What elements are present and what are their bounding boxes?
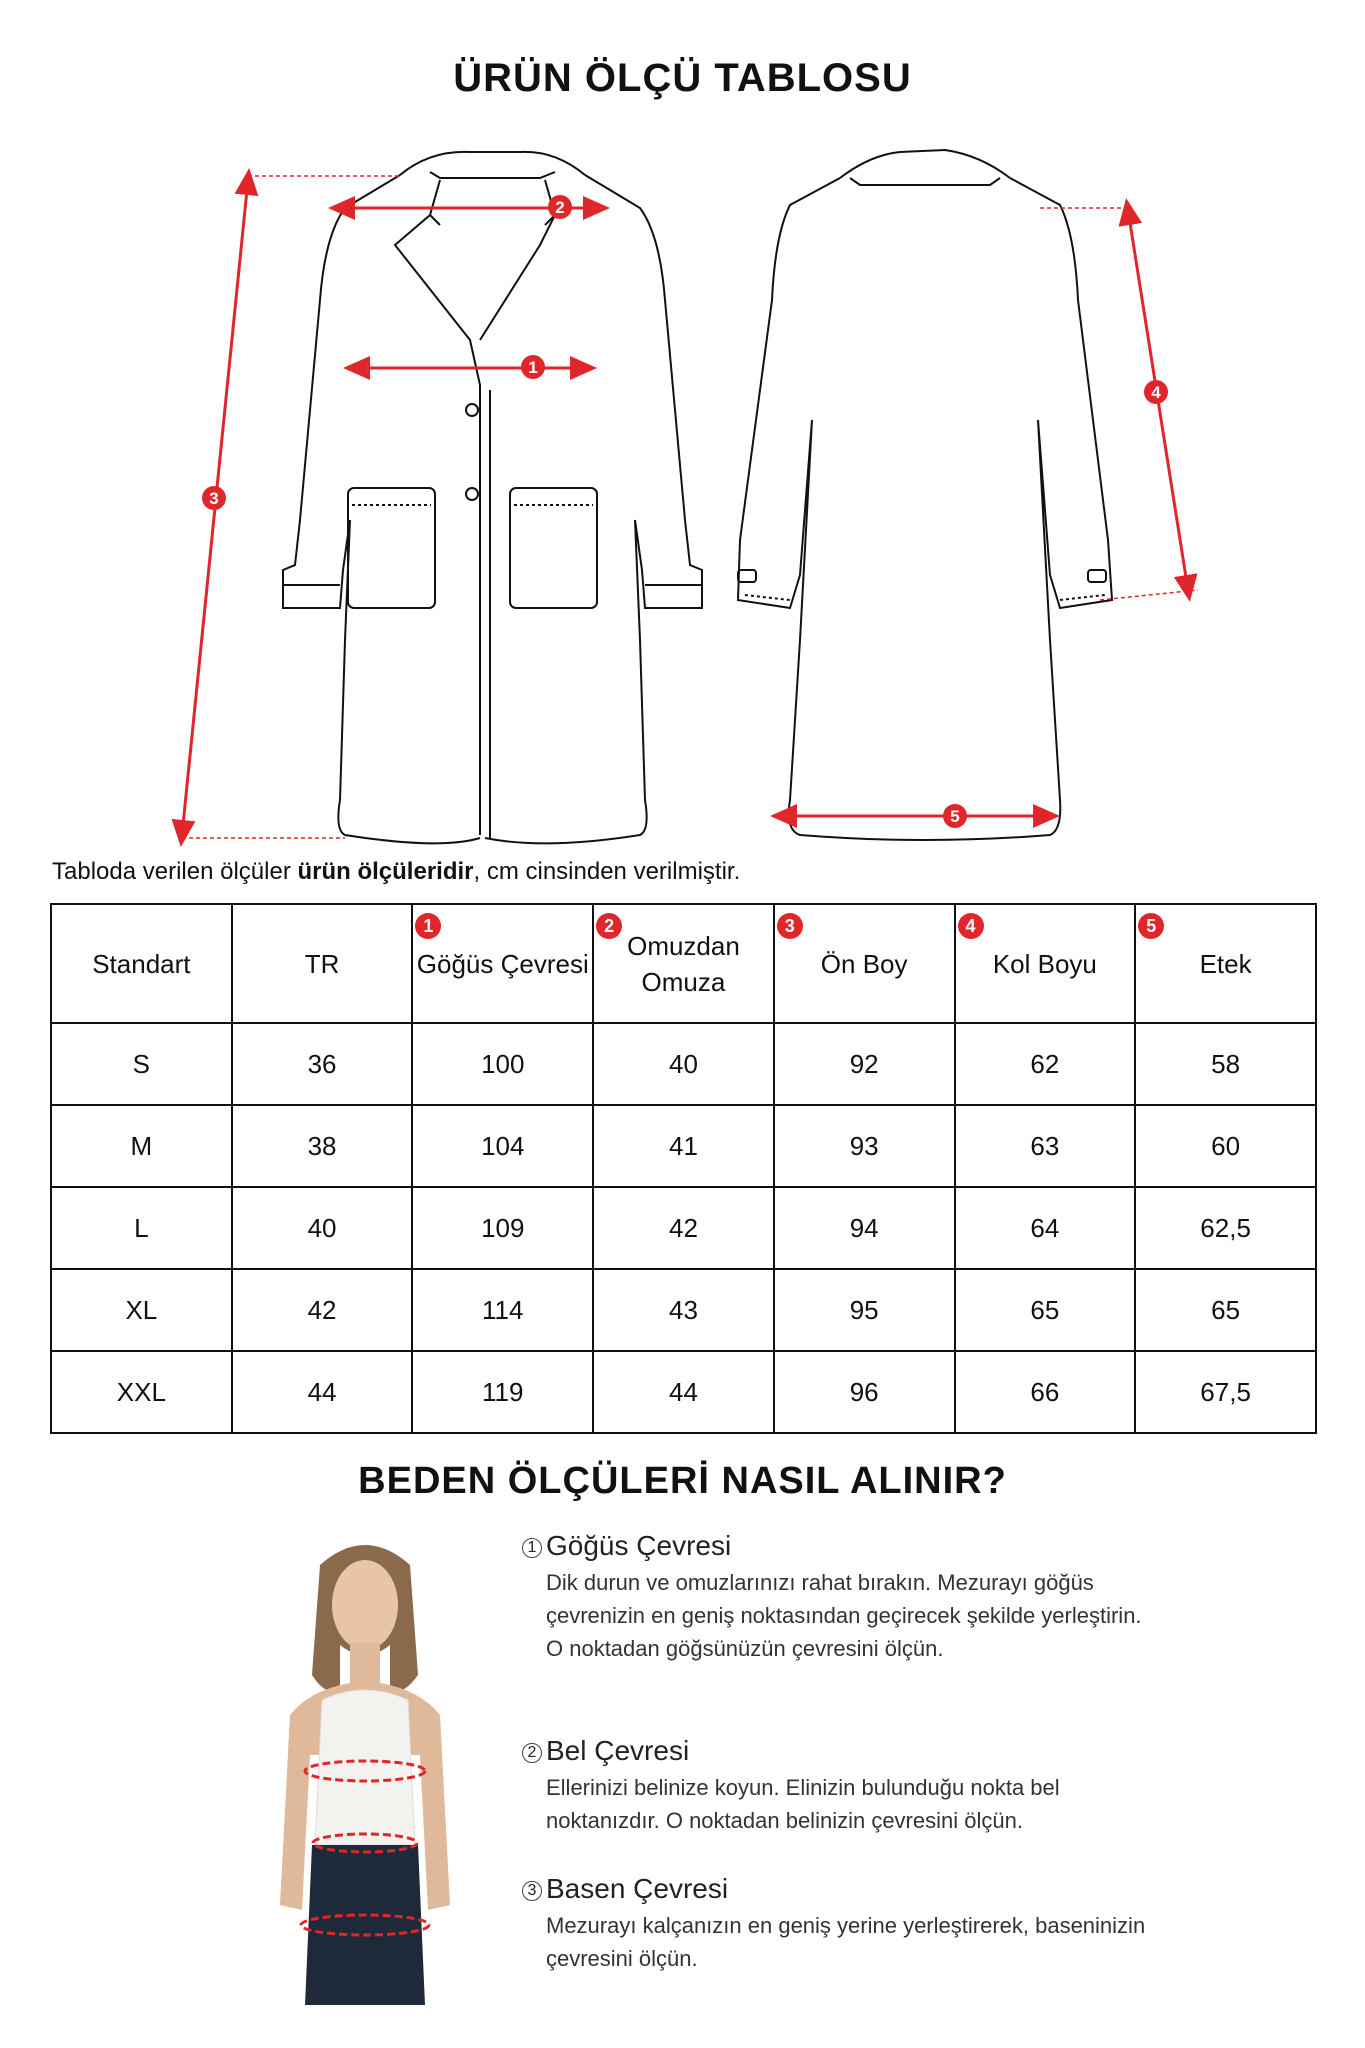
table-cell: 67,5 [1135,1351,1316,1433]
table-cell: 40 [232,1187,413,1269]
howto-heading: 1 Göğüs Çevresi [522,1530,1162,1562]
howto-item-bel [522,1735,1162,1837]
howto-heading: 3 Basen Çevresi [522,1873,1162,1905]
table-cell: 92 [774,1023,955,1105]
howto-heading: 2 Bel Çevresi [522,1735,1162,1767]
howto-text: Dik durun ve omuzlarınızı rahat bırakın. Mezurayı göğüs çevrenizin en geniş noktasından geçirecek şekilde yerleştirin. O noktadan göğsünüzün çevresini ölçün. [546,1570,1142,1661]
model-photo [250,1525,480,2005]
table-cell: 40 [593,1023,774,1105]
badge: 1 [415,913,441,939]
table-cell: 42 [593,1187,774,1269]
table-cell: 44 [593,1351,774,1433]
howto-item-basen [522,1873,1162,1975]
howto-text: Ellerinizi belinize koyun. Elinizin bulunduğu nokta bel noktanızdır. O noktadan belinizin çevresini ölçün. [546,1775,1060,1833]
table-row [51,1105,1316,1187]
size-table [50,903,1317,1434]
table-cell: 44 [232,1351,413,1433]
marker-3: 3 [209,489,219,508]
table-header-row [51,904,1316,1023]
badge: 4 [958,913,984,939]
badge: 3 [777,913,803,939]
table-cell: 63 [955,1105,1136,1187]
howto-item-gogus [522,1530,1162,1665]
table-cell: 114 [412,1269,593,1351]
col-header-tr: TR [232,904,413,1023]
col-header-gogus: 1 Göğüs Çevresi [412,904,593,1023]
col-header-omuz: 2 Omuzdan Omuza [593,904,774,1023]
table-cell: L [51,1187,232,1269]
table-cell: 41 [593,1105,774,1187]
table-cell: 60 [1135,1105,1316,1187]
table-row [51,1023,1316,1105]
col-header-etek: 5 Etek [1135,904,1316,1023]
table-cell: 95 [774,1269,955,1351]
measure-note: Tabloda verilen ölçüler ürün ölçüleridir, cm cinsinden verilmiştir. [52,858,741,885]
table-row [51,1269,1316,1351]
table-cell: 104 [412,1105,593,1187]
table-cell: 43 [593,1269,774,1351]
howto-title: BEDEN ÖLÇÜLERİ NASIL ALINIR? [358,1460,1007,1502]
table-cell: 58 [1135,1023,1316,1105]
marker-4: 4 [1151,383,1161,402]
table-cell: 42 [232,1269,413,1351]
table-cell: 64 [955,1187,1136,1269]
marker-2: 2 [555,198,565,217]
page-title: ÜRÜN ÖLÇÜ TABLOSU [453,56,912,100]
table-cell: 96 [774,1351,955,1433]
table-cell: 119 [412,1351,593,1433]
table-row [51,1351,1316,1433]
table-cell: 109 [412,1187,593,1269]
table-cell: 36 [232,1023,413,1105]
table-cell: XXL [51,1351,232,1433]
marker-1: 1 [528,358,538,377]
table-cell: XL [51,1269,232,1351]
table-cell: 93 [774,1105,955,1187]
table-cell: 66 [955,1351,1136,1433]
table-cell: 65 [1135,1269,1316,1351]
howto-text: Mezurayı kalçanızın en geniş yerine yerleştirerek, baseninizin çevresini ölçün. [546,1913,1146,1971]
table-cell: S [51,1023,232,1105]
badge: 5 [1138,913,1164,939]
table-row [51,1187,1316,1269]
table-cell: 62,5 [1135,1187,1316,1269]
col-header-kol: 4 Kol Boyu [955,904,1136,1023]
col-header-standart: Standart [51,904,232,1023]
coat-back [738,150,1112,840]
table-cell: M [51,1105,232,1187]
table-cell: 65 [955,1269,1136,1351]
coat-front [283,152,702,843]
table-cell: 62 [955,1023,1136,1105]
table-cell: 38 [232,1105,413,1187]
badge: 2 [596,913,622,939]
coat-diagram [0,130,1365,850]
table-cell: 94 [774,1187,955,1269]
col-header-onboy: 3 Ön Boy [774,904,955,1023]
marker-5: 5 [950,807,960,826]
table-cell: 100 [412,1023,593,1105]
